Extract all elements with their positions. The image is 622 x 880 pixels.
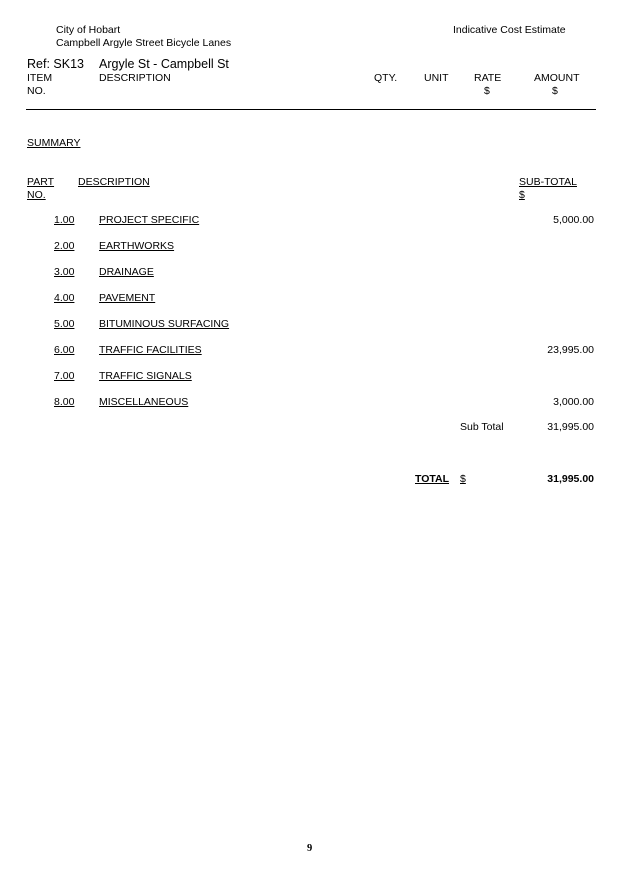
part-subtotal: 5,000.00 — [553, 214, 594, 226]
summary-col-part: PART — [27, 176, 55, 188]
part-number: 6.00 — [54, 344, 75, 356]
total-currency: $ — [460, 473, 466, 485]
subtotal-value: 31,995.00 — [547, 421, 594, 433]
col-item-header: ITEM — [27, 72, 53, 84]
part-subtotal: 23,995.00 — [547, 344, 594, 356]
part-number: 8.00 — [54, 396, 75, 408]
part-number: 4.00 — [54, 292, 75, 304]
part-number: 1.00 — [54, 214, 75, 226]
document-type: Indicative Cost Estimate — [453, 24, 566, 36]
part-description: TRAFFIC SIGNALS — [99, 370, 192, 382]
part-description: TRAFFIC FACILITIES — [99, 344, 202, 356]
part-number: 3.00 — [54, 266, 75, 278]
summary-title: SUMMARY — [27, 137, 81, 149]
total-label: TOTAL — [415, 473, 450, 485]
part-description: DRAINAGE — [99, 266, 154, 278]
subtotal-label: Sub Total — [460, 421, 504, 433]
part-description: EARTHWORKS — [99, 240, 175, 252]
col-unit-header: UNIT — [424, 72, 449, 84]
page-number: 9 — [307, 843, 313, 854]
part-number: 5.00 — [54, 318, 75, 330]
col-description-header: DESCRIPTION — [99, 72, 171, 84]
organization-name: City of Hobart — [56, 24, 121, 36]
col-rate-currency: $ — [484, 85, 490, 97]
col-qty-header: QTY. — [374, 72, 398, 84]
col-amount-header: AMOUNT — [534, 72, 580, 84]
col-amount-currency: $ — [552, 85, 558, 97]
location-title: Argyle St - Campbell St — [99, 57, 229, 71]
header-divider — [26, 109, 596, 110]
summary-col-subtotal: SUB-TOTAL — [519, 176, 577, 188]
reference-number: Ref: SK13 — [27, 57, 84, 71]
part-number: 2.00 — [54, 240, 75, 252]
summary-col-description: DESCRIPTION — [78, 176, 150, 188]
col-item-no-header: NO. — [27, 85, 46, 97]
col-rate-header: RATE — [474, 72, 502, 84]
summary-col-currency: $ — [519, 189, 525, 201]
part-description: PROJECT SPECIFIC — [99, 214, 200, 226]
part-description: BITUMINOUS SURFACING — [99, 318, 230, 330]
summary-col-part-no: NO. — [27, 189, 46, 201]
part-subtotal: 3,000.00 — [553, 396, 594, 408]
part-number: 7.00 — [54, 370, 75, 382]
part-description: PAVEMENT — [99, 292, 156, 304]
part-description: MISCELLANEOUS — [99, 396, 189, 408]
project-name: Campbell Argyle Street Bicycle Lanes — [56, 37, 232, 49]
total-value: 31,995.00 — [547, 473, 594, 485]
